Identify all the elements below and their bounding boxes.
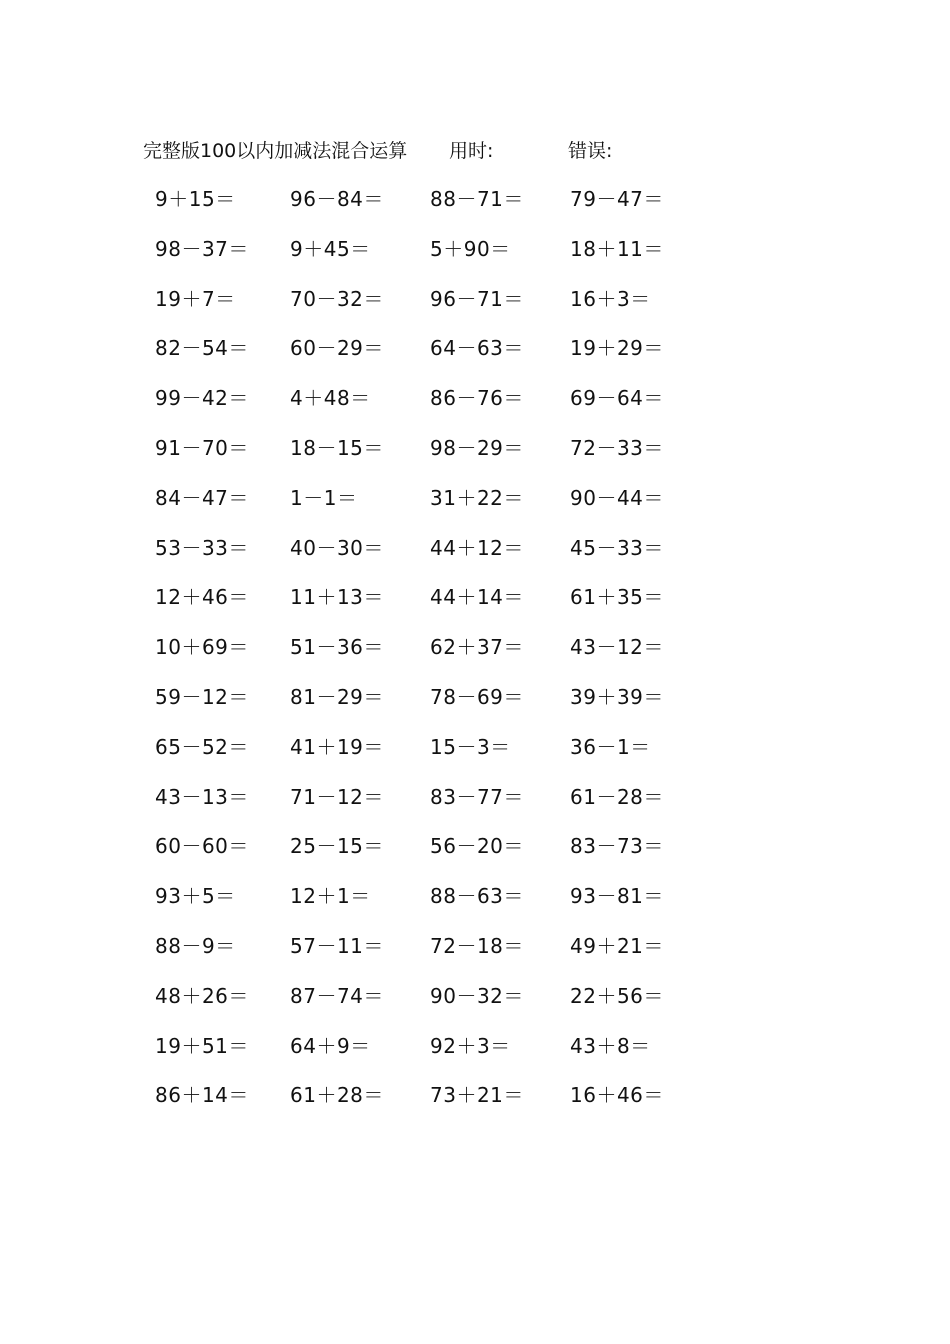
- problem-item: 61＋35＝: [570, 585, 664, 609]
- problem-item: 86＋14＝: [155, 1083, 249, 1107]
- problem-item: 83－73＝: [570, 834, 664, 858]
- problem-item: 72－18＝: [430, 934, 524, 958]
- problem-item: 82－54＝: [155, 336, 249, 360]
- problem-item: 9＋45＝: [290, 237, 371, 261]
- problem-item: 62＋37＝: [430, 635, 524, 659]
- problem-item: 41＋19＝: [290, 735, 384, 759]
- problem-item: 1－1＝: [290, 486, 358, 510]
- problem-item: 49＋21＝: [570, 934, 664, 958]
- problem-item: 43－13＝: [155, 785, 249, 809]
- problem-item: 98－29＝: [430, 436, 524, 460]
- problem-item: 61＋28＝: [290, 1083, 384, 1107]
- problem-item: 93＋5＝: [155, 884, 236, 908]
- problem-item: 79－47＝: [570, 187, 664, 211]
- problem-item: 88－63＝: [430, 884, 524, 908]
- problem-item: 72－33＝: [570, 436, 664, 460]
- worksheet-title: 完整版100以内加减法混合运算: [143, 140, 408, 162]
- problem-item: 88－71＝: [430, 187, 524, 211]
- problem-item: 87－74＝: [290, 984, 384, 1008]
- problem-item: 5＋90＝: [430, 237, 511, 261]
- problem-item: 70－32＝: [290, 287, 384, 311]
- problem-item: 39＋39＝: [570, 685, 664, 709]
- problem-item: 59－12＝: [155, 685, 249, 709]
- problem-item: 99－42＝: [155, 386, 249, 410]
- problem-item: 12＋46＝: [155, 585, 249, 609]
- problem-item: 44＋12＝: [430, 536, 524, 560]
- problem-item: 61－28＝: [570, 785, 664, 809]
- problem-item: 40－30＝: [290, 536, 384, 560]
- problem-item: 65－52＝: [155, 735, 249, 759]
- problem-item: 25－15＝: [290, 834, 384, 858]
- problem-item: 60－60＝: [155, 834, 249, 858]
- problem-item: 11＋13＝: [290, 585, 384, 609]
- problem-item: 73＋21＝: [430, 1083, 524, 1107]
- problem-item: 10＋69＝: [155, 635, 249, 659]
- problem-item: 86－76＝: [430, 386, 524, 410]
- problem-item: 51－36＝: [290, 635, 384, 659]
- problem-item: 93－81＝: [570, 884, 664, 908]
- problem-item: 69－64＝: [570, 386, 664, 410]
- problem-item: 36－1＝: [570, 735, 651, 759]
- problem-item: 22＋56＝: [570, 984, 664, 1008]
- problem-item: 83－77＝: [430, 785, 524, 809]
- problem-item: 81－29＝: [290, 685, 384, 709]
- problem-item: 19＋51＝: [155, 1034, 249, 1058]
- problem-item: 45－33＝: [570, 536, 664, 560]
- problem-item: 90－32＝: [430, 984, 524, 1008]
- problem-item: 48＋26＝: [155, 984, 249, 1008]
- problem-item: 12＋1＝: [290, 884, 371, 908]
- problem-item: 56－20＝: [430, 834, 524, 858]
- problem-item: 43＋8＝: [570, 1034, 651, 1058]
- problem-item: 84－47＝: [155, 486, 249, 510]
- problem-item: 96－71＝: [430, 287, 524, 311]
- problem-item: 90－44＝: [570, 486, 664, 510]
- problem-item: 71－12＝: [290, 785, 384, 809]
- problem-item: 57－11＝: [290, 934, 384, 958]
- problem-item: 91－70＝: [155, 436, 249, 460]
- problem-item: 44＋14＝: [430, 585, 524, 609]
- problem-item: 53－33＝: [155, 536, 249, 560]
- problem-item: 88－9＝: [155, 934, 236, 958]
- problem-item: 15－3＝: [430, 735, 511, 759]
- problem-item: 31＋22＝: [430, 486, 524, 510]
- problem-item: 78－69＝: [430, 685, 524, 709]
- error-count-label: 错误:: [568, 140, 613, 162]
- problem-item: 18＋11＝: [570, 237, 664, 261]
- problem-item: 96－84＝: [290, 187, 384, 211]
- problem-item: 60－29＝: [290, 336, 384, 360]
- time-used-label: 用时:: [449, 140, 494, 162]
- problem-item: 16＋3＝: [570, 287, 651, 311]
- problem-item: 64－63＝: [430, 336, 524, 360]
- problem-item: 98－37＝: [155, 237, 249, 261]
- problem-item: 19＋29＝: [570, 336, 664, 360]
- problem-item: 16＋46＝: [570, 1083, 664, 1107]
- problem-item: 4＋48＝: [290, 386, 371, 410]
- problem-item: 19＋7＝: [155, 287, 236, 311]
- problem-item: 9＋15＝: [155, 187, 236, 211]
- problem-item: 92＋3＝: [430, 1034, 511, 1058]
- problem-item: 43－12＝: [570, 635, 664, 659]
- problem-item: 64＋9＝: [290, 1034, 371, 1058]
- problem-item: 18－15＝: [290, 436, 384, 460]
